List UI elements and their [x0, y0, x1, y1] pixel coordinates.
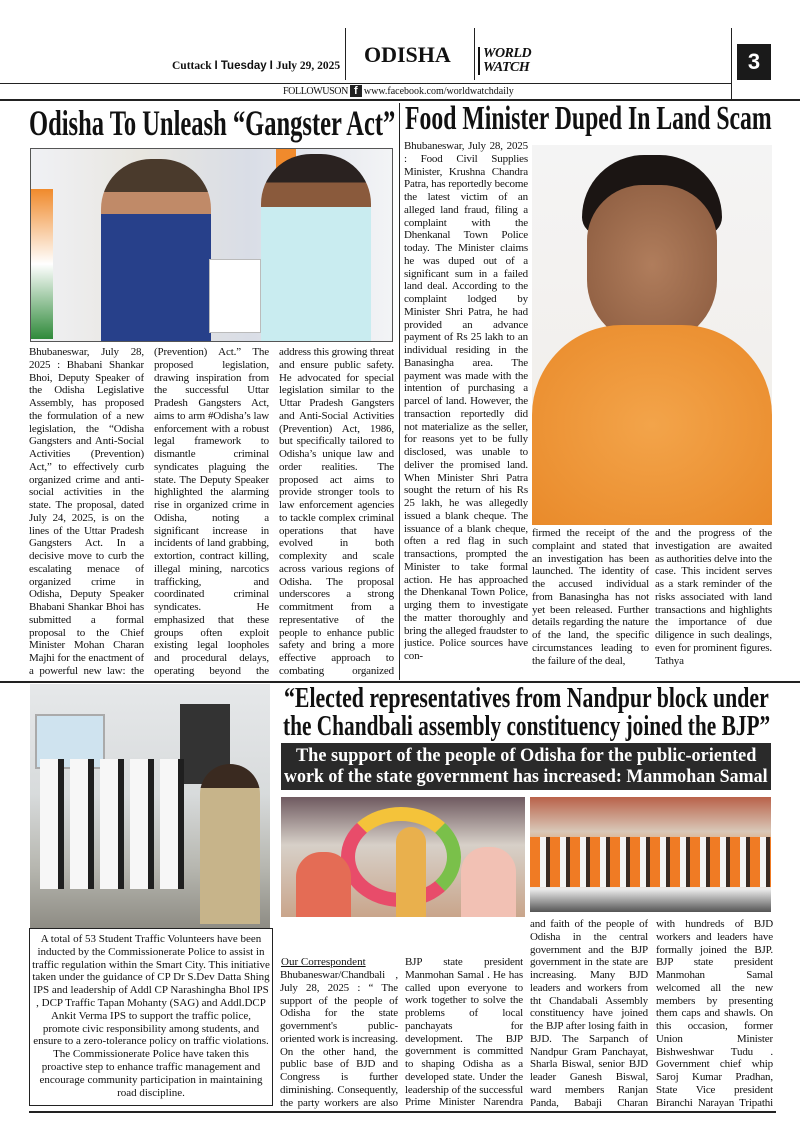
- article-column: Bhubaneswar/Chandbali , July 28, 2025 : “ The support of the people of Odisha for the state government's public-oriented work is increasing. On the other hand, the public base of BJD and Congress is further diminishing. Consequently, the party workers are also: [280, 969, 398, 1109]
- facebook-url[interactable]: www.facebook.com/worldwatchdaily: [363, 85, 514, 97]
- subhead-line2: work of the state government has increased: Manmohan Samal: [284, 766, 768, 787]
- logo-text: WORLD WATCH: [483, 46, 532, 75]
- header-divider: [474, 28, 475, 80]
- headline-bjp-line2: the Chandbali assembly constituency joined the BJP”: [283, 710, 771, 742]
- newspaper-logo: [478, 47, 564, 75]
- headline-bjp-line1: “Elected representatives from Nandpur block under: [284, 682, 769, 714]
- bottom-rule: [29, 1111, 776, 1113]
- header-rule: [0, 83, 731, 84]
- article-column: with hundreds of BJD workers and leaders have formally joined the BJP. BJP state president Manmohan Samal welcomed all the new members by presenting them caps and shawls. On this occasion, former Union Minister Bishweshwar Tudu . Government chief whip Saroj Kumar Pradhan, State Vice president Biranchi Narayan Tripathi: [656, 918, 773, 1109]
- section-title: ODISHA: [364, 42, 451, 67]
- photo-food-minister: [532, 145, 772, 525]
- facebook-icon: f: [350, 85, 362, 97]
- photo-bjp-joining-group: [530, 797, 771, 912]
- article-column: and faith of the people of Odisha in the central government and the BJP government in the state are increasing. Many BJD leaders and workers from tht Chandabali Assembly constituency have joined the BJP after losing faith in BJD. The Sarpanch of Nandpur Gram Panchayat, Sharla Biswal, senior BJD leader Ganesh Biswal, ward members Ranjan Panda, Babaji Charan: [530, 918, 648, 1109]
- follow-label: FOLLOWUSON: [283, 85, 348, 97]
- photo-student-traffic-volunteers: [30, 684, 270, 928]
- traffic-caption-box: [29, 928, 273, 1106]
- dateline-day: Tuesday: [220, 60, 267, 72]
- subhead-box: [281, 743, 771, 790]
- dateline: Cuttack I Tuesday I July 29, 2025: [172, 60, 341, 72]
- traffic-caption: A total of 53 Student Traffic Volunteers have been inducted by the Commissionerate Police to assist in traffic regulation within the Smart City. This initiative taken under the guidance of CP Dr S.Dev Datta Shing IPS and leadership of Addl CP Narashingha Bhol IPS , DCP Traffic Tapan Mohanty (SAG) and Addl.DCP Ankit Verma IPS to support the traffic police, promote civic responsibility among students, and ensure to a zero-tolerance policy on traffic violations. The Commissionerate Police have taken this proactive step to enhance traffic management and encourage community participation in maintaining road discipline.: [32, 933, 270, 1099]
- article-column: firmed the receipt of the complaint and stated that an investigation has been launched. The identity of the accused individual from Banasingha has not yet been released. Further details regarding the nature of the land, the specific circumstances leading to the failure of the deal,: [532, 527, 649, 667]
- dateline-date: July 29, 2025: [275, 60, 341, 72]
- photo-bjp-welcome-garland: [281, 797, 525, 917]
- article-column: address this growing threat and ensure public safety. He advocated for special legislation similar to the Uttar Pradesh Gangsters and Anti-Social Activities (Prevention) Act, 1986, but specifically tailored to Odisha’s unique law and order realities. The proposed act aims to provide stronger tools to law enforcement agencies to tackle complex criminal operations that have evolved in both complexity and scale across various regions of Odisha. The proposal underscores a strong commitment from a representative of the people to enhance public safety and bring a more effective approach to combating organized: [279, 346, 394, 677]
- photo-deputy-speaker-with-cm: [30, 148, 393, 342]
- follow-bar: [283, 85, 514, 97]
- article-column: Bhubaneswar, July 28, 2025 : Bhabani Shankar Bhoi, Deputy Speaker of the Odisha Legislative Assembly, has proposed the formulation of a new legislation, the “Odisha Gangsters and Anti-Social Activities (Prevention) Act,” to effectively curb organized crime and anti-social activities in the state. The proposal, dated July 24, 2025, is on the lines of the Uttar Pradesh Gangsters Act. In a decisive move to curb the escalating menace of organized crime in Odisha, Deputy Speaker Bhabani Shankar Bhoi has submitted a formal proposal to the Chief Minister Mohan Charan Majhi for the enactment of a powerful new law: the: [29, 346, 144, 677]
- header-divider: [731, 28, 732, 100]
- article-column: BJP state president Manmohan Samal . He has called upon everyone to work together to solve the problems of local panchayats for development. The BJP government is committed to shaping Odisha as a developed state. Under the leadership of the successful Prime Minister Narendra: [405, 956, 523, 1109]
- article-column: and the progress of the investigation are awaited as authorities delve into the case. This incident serves as a stark reminder of the risks associated with land transactions and highlights the importance of due diligence in such dealings, even for prominent figures. Tathya: [655, 527, 772, 667]
- byline: Our Correspondent: [281, 956, 366, 968]
- dateline-city: Cuttack: [172, 60, 212, 72]
- column-divider: [399, 103, 400, 680]
- headline-gangster-act: Odisha To Unleash “Gangster Act”: [29, 103, 396, 143]
- subhead-line1: The support of the people of Odisha for the public-oriented: [296, 745, 757, 766]
- article-column: (Prevention) Act.” The proposed legislation, drawing inspiration from the successful Uttar Pradesh Gangsters Act, aims to arm #Odisha’s law enforcement with a robust legal framework to dismantle criminal syndicates plaguing the state. The Deputy Speaker highlighted the alarming rise in organized crime in Odisha, noting a significant increase in incidents of land grabbing, extortion, contract killing, illegal mining, narcotics trafficking, and coordinated criminal syndicates. He emphasized that these groups often exploit existing legal loopholes and procedural delays, operating beyond the: [154, 346, 269, 677]
- page-number: 3: [737, 44, 771, 80]
- headline-land-scam: Food Minister Duped In Land Scam: [405, 100, 772, 137]
- article-column: Bhubaneswar, July 28, 2025 : Food Civil Supplies Minister, Krushna Chandra Patra, has reportedly become the latest victim of an alleged land fraud, filing a complaint with the Dhenkanal Town Police today. The Minister claims he was duped out of a significant sum in a failed land deal. According to the complaint lodged by Minister Shri Patra, he had provided an advance payment of Rs 25 lakh to an individual residing in the Banasingha area. The payment was made with the intention of purchasing a parcel of land. However, the transaction reportedly did not materialize as the seller, for reasons yet to be fully disclosed, was unable to deliver the promised land. When Minister Shri Patra sought the return of his Rs 25 lakh, he was allegedly issued a blank cheque. The issuance of a blank cheque, often a red flag in such transactions, prompted the Minister to take formal action. He has approached the Dhenkanal Town Police, urging them to investigate the matter thoroughly and bring the alleged fraudster to justice. Police sources have con-: [404, 140, 528, 662]
- header-divider: [345, 28, 346, 80]
